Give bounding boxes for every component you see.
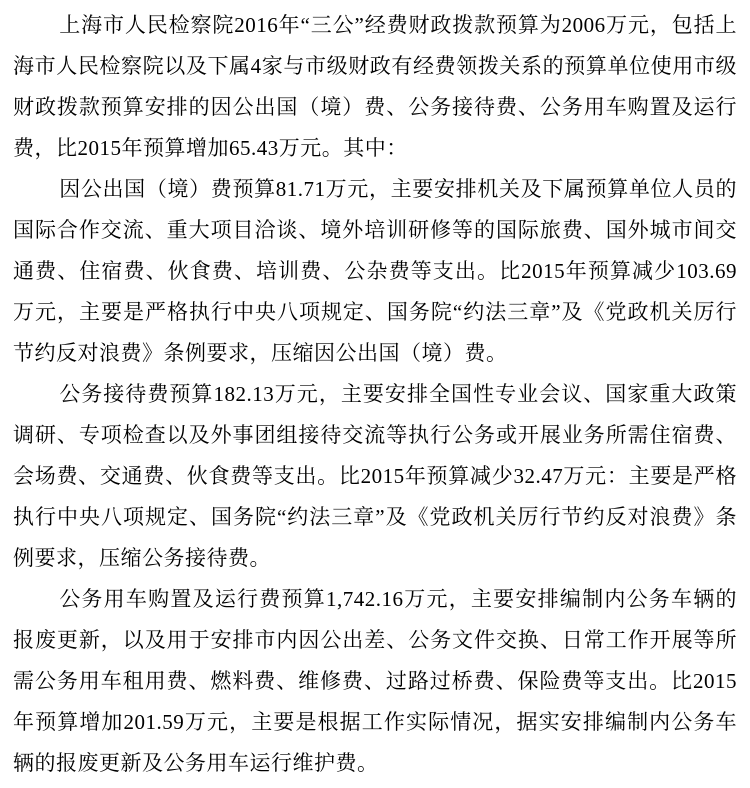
paragraph-outbound-travel-expense: 因公出国（境）费预算81.71万元，主要安排机关及下属预算单位人员的国际合作交流、重大项目洽谈、境外培训研修等的国际旅费、国外城市间交通费、住宿费、伙食费、培训费、公杂费等支出。比2015年预算减少103.69万元，主要是严格执行中央八项规定、国务院“约法三章”及《党政机关厉行节约反对浪费》条例要求，压缩因公出国（境）费。	[13, 177, 737, 365]
paragraph-official-reception-expense: 公务接待费预算182.13万元，主要安排全国性专业会议、国家重大政策调研、专项检查以及外事团组接待交流等执行公务或开展业务所需住宿费、会场费、交通费、伙食费等支出。比2015年预算减少32.47万元：主要是严格执行中央八项规定、国务院“约法三章”及《党政机关厉行节约反对浪费》条例要求，压缩公务接待费。	[13, 382, 737, 570]
paragraph-official-vehicle-expense: 公务用车购置及运行费预算1,742.16万元，主要安排编制内公务车辆的报废更新，以及用于安排市内因公出差、公务文件交换、日常工作开展等所需公务用车租用费、燃料费、维修费、过路过桥费、保险费等支出。比2015年预算增加201.59万元，主要是根据工作实际情况，据实安排编制内公务车辆的报废更新及公务用车运行维护费。	[13, 587, 737, 775]
paragraph-budget-summary: 上海市人民检察院2016年“三公”经费财政拨款预算为2006万元，包括上海市人民检察院以及下属4家与市级财政有经费领拨关系的预算单位使用市级财政拨款预算安排的因公出国（境）费、公务接待费、公务用车购置及运行费，比2015年预算增加65.43万元。其中：	[13, 13, 737, 160]
